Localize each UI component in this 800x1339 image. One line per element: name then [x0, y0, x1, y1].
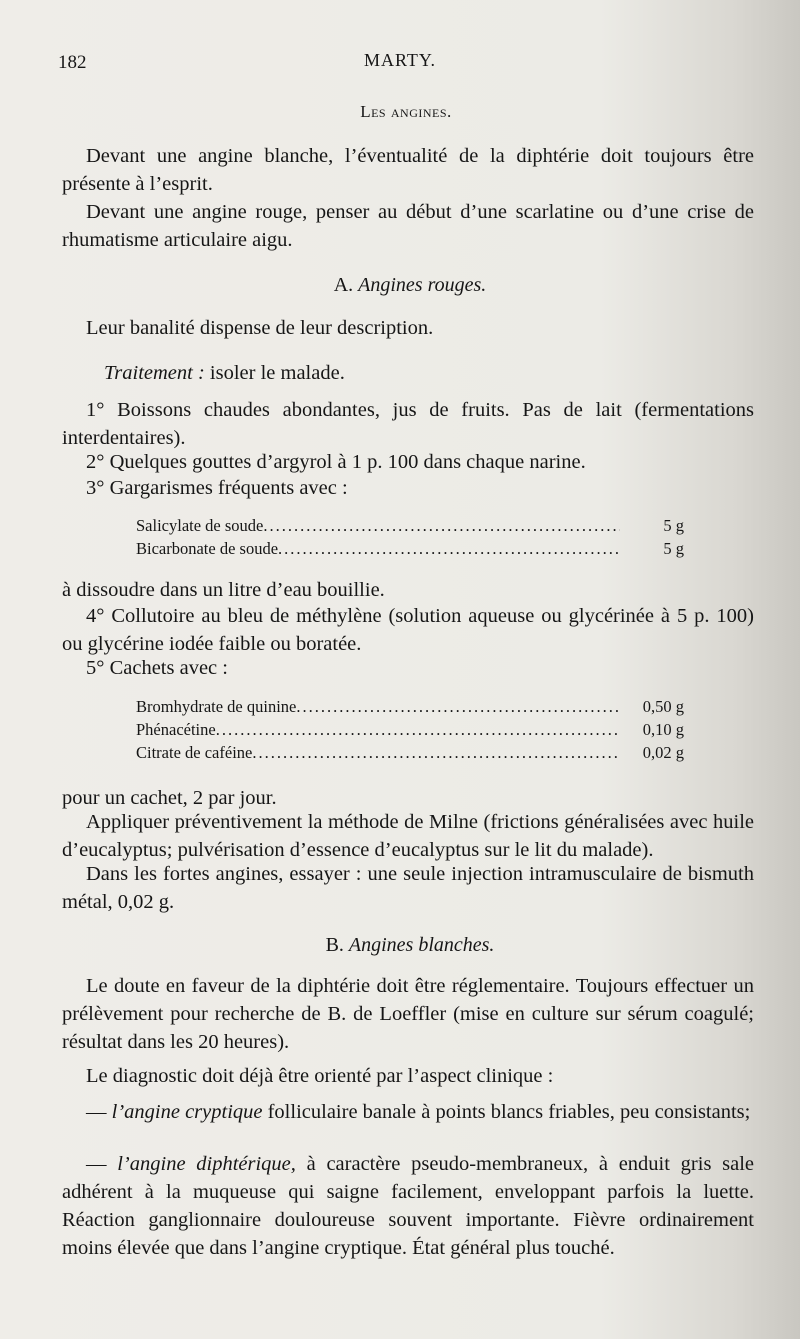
intro-paragraph-1: Devant une angine blanche, l’éventualité de la diphtérie doit toujours être présente à l’esprit.: [62, 145, 754, 195]
item-2: 2° Quelques gouttes d’argyrol à 1 p. 100 dans chaque narine.: [86, 451, 586, 473]
heading-angines-blanches: [0, 934, 800, 957]
item-3: 3° Gargarismes fréquents avec :: [86, 477, 348, 499]
ingredient-name: Phénacétine: [136, 720, 216, 739]
treatment-text: isoler le malade.: [209, 362, 345, 384]
cryptique-description: folliculaire banale à points blancs friables, peu consistants;: [262, 1101, 751, 1123]
item-1: 1° Boissons chaudes abondantes, jus de fruits. Pas de lait (fermentations interdentaires).: [62, 399, 754, 449]
recipe-row: [136, 741, 684, 764]
loeffler-paragraph: Le doute en faveur de la diphtérie doit être réglementaire. Toujours effectuer un prélèvement pour recherche de B. de Loeffler (mise en culture sur sérum coagulé; résultat dans les 20 heures).: [62, 975, 754, 1053]
description-paragraph: Leur banalité dispense de leur description.: [86, 317, 434, 339]
recipe-gargarisme: [136, 514, 684, 560]
strong-angines-paragraph: Dans les fortes angines, essayer : une seule injection intramusculaire de bismuth métal, 0,02 g.: [62, 863, 754, 913]
leader-dots: [278, 537, 620, 560]
ingredient-quantity: 5 g: [663, 516, 684, 535]
ingredient-name: Bicarbonate de soude: [136, 539, 279, 558]
dissolve-line: à dissoudre dans un litre d’eau bouillie.: [62, 579, 385, 601]
diphterique-description: à caractère pseudo-membraneux, à enduit gris sale adhérent à la muqueuse qui saigne facilement, enveloppant parfois la luette. Réaction ganglionnaire douloureuse souvent importante. Fièvre ordinairement moins élevée que dans l’angine cryptique. État général plus touché.: [62, 1153, 755, 1259]
angine-cryptique-item: — l’angine cryptique folliculaire banale à points blancs friables, peu consistants;: [86, 1101, 751, 1123]
leader-dots: [296, 695, 620, 718]
heading-letter: A.: [333, 274, 354, 296]
heading-angines-rouges: [0, 274, 800, 297]
intro-paragraph-2: Devant une angine rouge, penser au début d’une scarlatine ou d’une crise de rhumatisme articulaire aigu.: [62, 201, 754, 251]
term-diphterique: l’angine diphtérique,: [117, 1153, 296, 1175]
section-title: Les angines.: [360, 102, 452, 121]
dosage-line: pour un cachet, 2 par jour.: [62, 787, 277, 809]
leader-dots: [216, 718, 620, 741]
ingredient-quantity: 0,10 g: [642, 720, 684, 739]
recipe-row: [136, 514, 684, 537]
treatment-label: Traitement :: [104, 362, 205, 384]
recipe-cachets: [136, 695, 684, 764]
ingredient-name: Citrate de caféine: [136, 743, 253, 762]
angine-diphterique-item: — l’angine diphtérique, à caractère pseudo-membraneux, à enduit gris sale adhérent à la muqueuse qui saigne facilement, enveloppant parfois la luette. Réaction ganglionnaire douloureuse souvent importante. Fièvre ordinairement moins élevée que dans l’angine cryptique. État général plus touché.: [62, 1153, 755, 1259]
heading-title: Angines rouges.: [358, 274, 487, 296]
recipe-row: [136, 695, 684, 718]
item-5: 5° Cachets avec :: [86, 657, 228, 679]
term-cryptique: l’angine cryptique: [111, 1101, 263, 1123]
leader-dots: [263, 514, 620, 537]
ingredient-name: Salicylate de soude: [136, 516, 264, 535]
leader-dots: [252, 741, 620, 764]
ingredient-name: Bromhydrate de quinine: [136, 697, 297, 716]
ingredient-quantity: 5 g: [663, 539, 684, 558]
diagnostic-paragraph: Le diagnostic doit déjà être orienté par l’aspect clinique :: [86, 1065, 554, 1087]
milne-paragraph: Appliquer préventivement la méthode de Milne (frictions généralisées avec huile d’eucalyptus; pulvérisation d’essence d’eucalyptus sur le lit du malade).: [62, 811, 754, 861]
recipe-row: [136, 537, 684, 560]
ingredient-quantity: 0,50 g: [642, 697, 684, 716]
ingredient-quantity: 0,02 g: [642, 743, 684, 762]
treatment-line: [104, 359, 754, 387]
running-title: MARTY.: [363, 50, 437, 70]
page-number: 182: [58, 52, 87, 73]
item-4: 4° Collutoire au bleu de méthylène (solution aqueuse ou glycérinée à 5 p. 100) ou glycérine iodée faible ou boratée.: [62, 605, 754, 655]
recipe-row: [136, 718, 684, 741]
heading-letter: B.: [325, 934, 344, 956]
heading-title: Angines blanches.: [348, 934, 495, 956]
